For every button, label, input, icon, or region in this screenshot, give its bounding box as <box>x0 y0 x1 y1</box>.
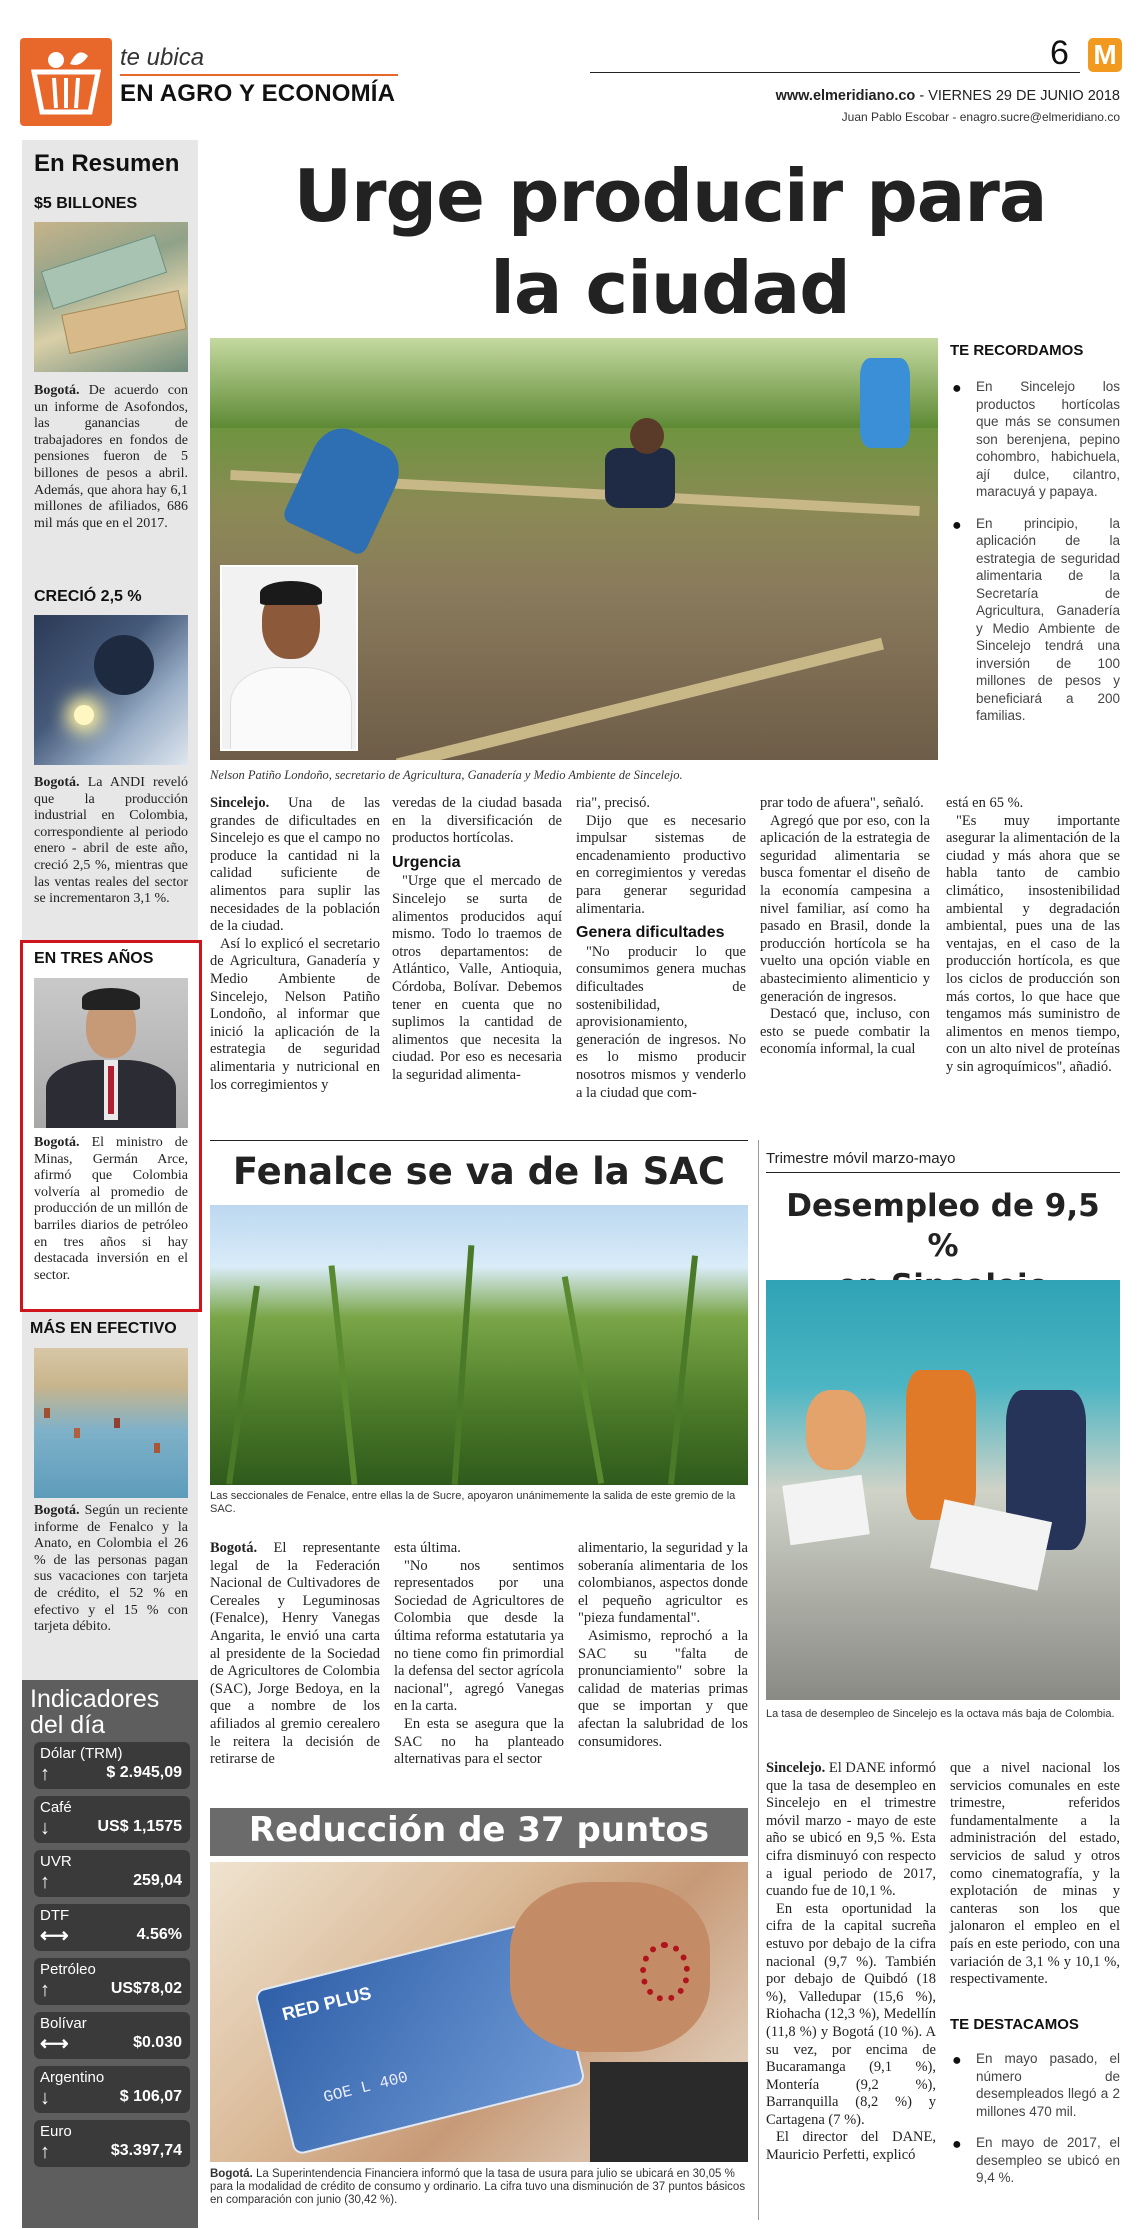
article-column <box>950 1760 1120 1989</box>
page-number: 6 <box>1050 34 1069 72</box>
kicker-rule <box>120 74 398 76</box>
indicator-name: Bolívar <box>40 2015 87 2032</box>
indicators-panel <box>22 1680 198 2228</box>
article-paragraph: alimentario, la seguridad y la soberanía alimentaria de los colombianos, aspectos donde el pequeño agricultor es "pieza fundamental". <box>578 1540 748 1627</box>
indicator-item <box>34 1742 190 1789</box>
article-column <box>210 1540 380 1769</box>
article-column <box>392 795 562 1085</box>
main-headline <box>240 150 1100 334</box>
article-paragraph: esta última. <box>394 1540 461 1556</box>
indicator-value: $ 2.945,09 <box>106 1764 182 1781</box>
caption-place: Bogotá. <box>210 2168 253 2180</box>
summary-body: Según un reciente informe de Fenalco y la Anato, en Colombia el 26 % de las personas pagan sus vacaciones con tarjeta de crédito, el 52 % en efectivo y el 15 % con tarjeta débito. <box>34 1503 189 1635</box>
summary-body: El ministro de Minas, Germán Arce, afirmó que Colombia volvería al promedio de producción de un millón de barriles diarios de petróleo en tres años si hay destacada inversión en el sector. <box>34 1135 189 1283</box>
indicator-item <box>34 1958 190 2005</box>
summary-text <box>34 775 188 908</box>
summary-place: Bogotá. <box>34 775 80 790</box>
trend-arrow-icon: ⟷ <box>40 1925 69 1947</box>
summary-head: $5 BILLONES <box>34 195 138 212</box>
portrait-photo <box>220 565 358 751</box>
main-headline-line: la ciudad <box>490 246 850 330</box>
article-subhead: Urgencia <box>392 853 461 871</box>
header-rule <box>590 72 1080 73</box>
section-name: EN AGRO Y ECONOMÍA <box>120 80 396 107</box>
column-divider <box>758 1140 759 2220</box>
money-photo <box>34 222 188 372</box>
article-column <box>946 795 1120 1077</box>
bullet-icon: ● <box>952 516 962 534</box>
article-place: Sincelejo. <box>210 795 270 811</box>
article-column <box>578 1540 748 1751</box>
indicator-name: DTF <box>40 1907 70 1924</box>
section-kicker: te ubica <box>120 44 205 71</box>
article-paragraph: El director del DANE, Mauricio Perfetti, explicó <box>766 2129 936 2164</box>
brand-logo: M <box>1088 38 1122 72</box>
bullet-icon: ● <box>952 2136 962 2153</box>
article-column <box>210 795 380 1094</box>
article-paragraph: ria", precisó. <box>576 795 650 811</box>
desempleo-rule <box>766 1172 1120 1173</box>
reduccion-caption <box>210 2168 748 2207</box>
article-place: Bogotá. <box>210 1540 258 1556</box>
list-item <box>952 515 1120 725</box>
article-column <box>576 795 746 1102</box>
caption-text: La Superintendencia Financiera informó que la tasa de usura para julio se ubicará en 30,05 % para la modalidad de crédito de consumo y ordinario. La cifra tuvo una disminución de 37 puntos básicos en comparación con junio (30,42 %). <box>210 2168 746 2206</box>
indicator-name: Café <box>40 1799 72 1816</box>
indicator-name: Argentino <box>40 2069 105 2086</box>
summary-place: Bogotá. <box>34 1135 80 1150</box>
credit-card-photo <box>210 1862 748 2162</box>
indicator-item <box>34 2012 190 2059</box>
article-paragraph: "No producir lo que consumimos genera muchas dificultades de sostenibilidad, aprovisionamiento, generación de ingresos. No es lo mismo producir nosotros mismos y venderlo a la ciudad que com- <box>576 943 746 1101</box>
article-paragraph: Así lo explicó el secretario de Agricultura, Ganadería y Medio Ambiente de Sincelejo, Nelson Patiño Londoño, al informar que inició la aplicación de la estrategia de seguridad alimentaria y nutricional en los corregimientos y <box>210 935 380 1093</box>
article-paragraph: En esta se asegura que la SAC no ha planteado alternativas para el sector <box>394 1715 564 1768</box>
sidebar-title: En Resumen <box>34 150 180 177</box>
indicator-value: 4.56% <box>136 1926 182 1943</box>
main-headline-line: Urge producir para <box>293 154 1047 238</box>
article-paragraph: Destacó que, incluso, con esto se puede combatir la economía informal, la cual <box>760 1006 930 1058</box>
article-column <box>760 795 930 1059</box>
corn-field-photo <box>210 1205 748 1485</box>
indicator-item <box>34 2066 190 2113</box>
site-url: www.elmeridiano.co <box>775 88 916 104</box>
beach-photo <box>34 1348 188 1498</box>
article-paragraph: "No nos sentimos representados por una Sociedad de Agricultores de Colombia que desde la última reforma estatutaria ya no tiene como fin primordial la defensa del sector agrícola nacional", agregó Vanegas en la carta. <box>394 1557 564 1715</box>
article-paragraph: Dijo que es necesario impulsar sistemas de encadenamiento productivo en corregimientos y veredas para generar seguridad alimentaria. <box>576 812 746 917</box>
summary-body: La ANDI reveló que la producción industrial en Colombia, correspondiente al periodo enero - abril de este año, creció 2,5 %, mientras que las ventas reales del sector se incrementaron 3,1 %. <box>34 775 189 907</box>
trend-arrow-icon: ⟷ <box>40 2033 69 2055</box>
summary-head: EN TRES AÑOS <box>34 950 154 967</box>
fenalce-headline: Fenalce se va de la SAC <box>232 1150 726 1193</box>
bullet-icon: ● <box>952 380 962 397</box>
indicators-title-line: Indicadores <box>30 1685 160 1713</box>
issue-date: VIERNES 29 DE JUNIO 2018 <box>928 88 1120 104</box>
article-paragraph: "Urge que el mercado de Sincelejo se surta de alimentos producidos aquí mismo. Todo lo traemos de otros departamentos: de Atlántico, Valle, Antioquia, Córdoba, Bolívar. Debemos tener en cuenta que no suplimos la cantidad de alimentos que necesita la ciudad. Por eso es necesaria la seguridad alimenta- <box>392 873 562 1083</box>
summary-text <box>34 383 188 532</box>
indicator-item <box>34 1850 190 1897</box>
article-column <box>766 1760 936 2165</box>
minister-photo <box>34 978 188 1128</box>
trend-arrow-icon: ↓ <box>40 1817 50 1839</box>
article-paragraph: El representante legal de la Federación Nacional de Cultivadores de Cereales y Leguminosas (Fenalce), Henry Vanegas Angarita, le envió una carta al presidente de la Sociedad de Agricultores de Colombia (SAC), Jorge Bedoya, en la que a nombre de los afiliados al gremio cerealero le reitera la decisión de retirarse de <box>210 1540 381 1768</box>
trend-arrow-icon: ↑ <box>40 1763 50 1785</box>
recordamos-head: TE RECORDAMOS <box>950 342 1084 359</box>
summary-place: Bogotá. <box>34 1503 80 1518</box>
summary-text <box>34 1135 188 1284</box>
article-subhead: Genera dificultades <box>576 924 725 942</box>
indicator-value: $3.397,74 <box>110 2142 182 2159</box>
bullet-text: En Sincelejo los productos hortícolas que más se consumen son berenjena, pepino cohombro, habichuela, ají dulce, cilantro, maracuyá y papaya. <box>976 379 1120 499</box>
indicator-name: Dólar (TRM) <box>40 1745 123 1762</box>
article-place: Sincelejo. <box>766 1760 826 1776</box>
desempleo-photo-caption: La tasa de desempleo de Sincelejo es la octava más baja de Colombia. <box>766 1708 1115 1720</box>
desempleo-kicker: Trimestre móvil marzo-mayo <box>766 1150 956 1167</box>
indicator-item <box>34 1904 190 1951</box>
byline: Juan Pablo Escobar - enagro.sucre@elmeridiano.co <box>841 110 1120 124</box>
summary-text <box>34 1503 188 1636</box>
article-paragraph: está en 65 %. <box>946 795 1024 811</box>
bullet-text: En principio, la aplicación de la estrategia de seguridad alimentaria de la Secretaría de Agricultura, Ganadería y Medio Ambiente de Sincelejo tendrá una inversión de 100 millones de pesos y beneficiará a 200 familias. <box>976 515 1120 723</box>
indicators-title-line: del día <box>30 1711 106 1739</box>
destacamos-list <box>952 2050 1120 2187</box>
bullet-text: En mayo pasado, el número de desempleados llegó a 2 millones 470 mil. <box>976 2051 1120 2119</box>
article-paragraph: veredas de la ciudad basada en la diversificación de productos hortícolas. <box>392 795 562 847</box>
indicator-name: Petróleo <box>40 1961 96 1978</box>
article-paragraph: "Es muy importante asegurar la alimentación de la ciudad y más ahora que se habla tanto de cambio climático, insostenibilidad ambiental y degradación ambiental, pues una de las ventajas, en el caso de la producción hortícola, es que los ciclos de producción son más cortos, lo que hace que tengamos más suministro de alimentos en menos tiempo, con un alto nivel de proteínas y sin agroquímicos", añadió. <box>946 812 1120 1075</box>
article-paragraph: Asimismo, reprochó a la SAC su "falta de pronunciamiento" sobre la calidad de materias primas que se importan y que afectan la salubridad de los consumidores. <box>578 1627 748 1750</box>
destacamos-head: TE DESTACAMOS <box>950 2016 1079 2033</box>
reduccion-headline: Reducción de 37 puntos <box>248 1810 710 1850</box>
indicator-value: $0.030 <box>133 2034 182 2051</box>
indicator-item <box>34 1796 190 1843</box>
bullet-text: En mayo de 2017, el desempleo se ubicó en 9,4 %. <box>976 2135 1120 2185</box>
indicator-name: UVR <box>40 1853 72 1870</box>
article-column <box>394 1540 564 1769</box>
indicator-value: US$78,02 <box>110 1980 182 1997</box>
section-divider <box>210 1140 748 1141</box>
article-paragraph: prar todo de afuera", señaló. <box>760 795 924 811</box>
desempleo-headline-line: Desempleo de 9,5 % <box>786 1188 1100 1264</box>
summary-body: De acuerdo con un informe de Asofondos, las ganancias de trabajadores en fondos de pensiones fueron de 5 billones de pesos a abril. Además, que ahora hay 6,1 millones de afiliados, 686 mil más que en el 2017. <box>34 383 188 531</box>
indicator-name: Euro <box>40 2123 72 2140</box>
indicator-item <box>34 2120 190 2167</box>
indicator-value: US$ 1,1575 <box>97 1818 182 1835</box>
list-item <box>952 2050 1120 2120</box>
dateline: www.elmeridiano.co - VIERNES 29 DE JUNIO 2018 <box>775 88 1120 104</box>
trend-arrow-icon: ↑ <box>40 1979 50 2001</box>
summary-head: MÁS EN EFECTIVO <box>30 1320 177 1337</box>
card-brand: RED PLUS <box>280 1982 374 2025</box>
article-paragraph: Una de las grandes de dificultades en Sincelejo es que el campo no produce la cantidad ni la calidad suficiente de alimentos para suplir las necesidades de la población de la ciudad. <box>210 795 381 935</box>
fenalce-photo-caption: Las seccionales de Fenalce, entre ellas la de Sucre, apoyaron unánimemente la salida de este gremio de la SAC. <box>210 1490 736 1515</box>
article-paragraph: que a nivel nacional los servicios comunales en este trimestre, referidos fundamentalmente a la administración del estado, servicios de salud y otros como cinematografía, y la explotación de minas y canteras son los que jalonaron el empleo en el país en este periodo, con una variación de 3,1 % y 10,1 %, respectivamente. <box>950 1760 1120 1988</box>
indicators-title <box>30 1686 159 1738</box>
summary-place: Bogotá. <box>34 383 80 398</box>
article-paragraph: El DANE informó que la tasa de desempleo en Sincelejo en el trimestre móvil marzo - mayo de este año se ubicó en 9,5 %. Esta cifra disminuyó con respecto a igual periodo de 2017, cuando fue de 10,1 %. <box>766 1760 936 1900</box>
main-photo-caption: Nelson Patiño Londoño, secretario de Agricultura, Ganadería y Medio Ambiente de Sincelejo. <box>210 768 683 782</box>
section-logo-basket-icon <box>20 38 112 126</box>
summary-head: CRECIÓ 2,5 % <box>34 588 142 605</box>
bullet-icon: ● <box>952 2052 962 2069</box>
recordamos-list <box>952 378 1120 725</box>
list-item <box>952 378 1120 501</box>
trend-arrow-icon: ↑ <box>40 1871 50 1893</box>
card-number: GOE L 400 <box>321 2068 410 2107</box>
indicator-value: 259,04 <box>133 1872 182 1889</box>
job-seekers-photo <box>766 1280 1120 1700</box>
indicator-value: $ 106,07 <box>119 2088 182 2105</box>
welding-photo <box>34 615 188 765</box>
trend-arrow-icon: ↑ <box>40 2141 50 2163</box>
trend-arrow-icon: ↓ <box>40 2087 50 2109</box>
article-paragraph: Agregó que por eso, con la aplicación de la estrategia de seguridad alimentaria se busca fomentar el diseño de la economía campesina a nivel familiar, así como ha pasado en Brasil, donde la producción hortícola se ha vuelto una opción viable en abastecimiento alimenticio y generación de ingresos. <box>760 812 930 1005</box>
list-item <box>952 2134 1120 2187</box>
article-paragraph: En esta oportunidad la cifra de la capital sucreña estuvo por debajo de la cifra nacional (9,7 %). También por debajo de Quibdó (18 %), Valledupar (15,6 %), Riohacha (12,3 %), Medellín (11,8 %) y Bogotá (10 %). A su vez, por encima de Bucaramanga (9,1 %), Montería (9,2 %), Barranquilla (8,2 %) y Cartagena (7 %). <box>766 1900 936 2128</box>
